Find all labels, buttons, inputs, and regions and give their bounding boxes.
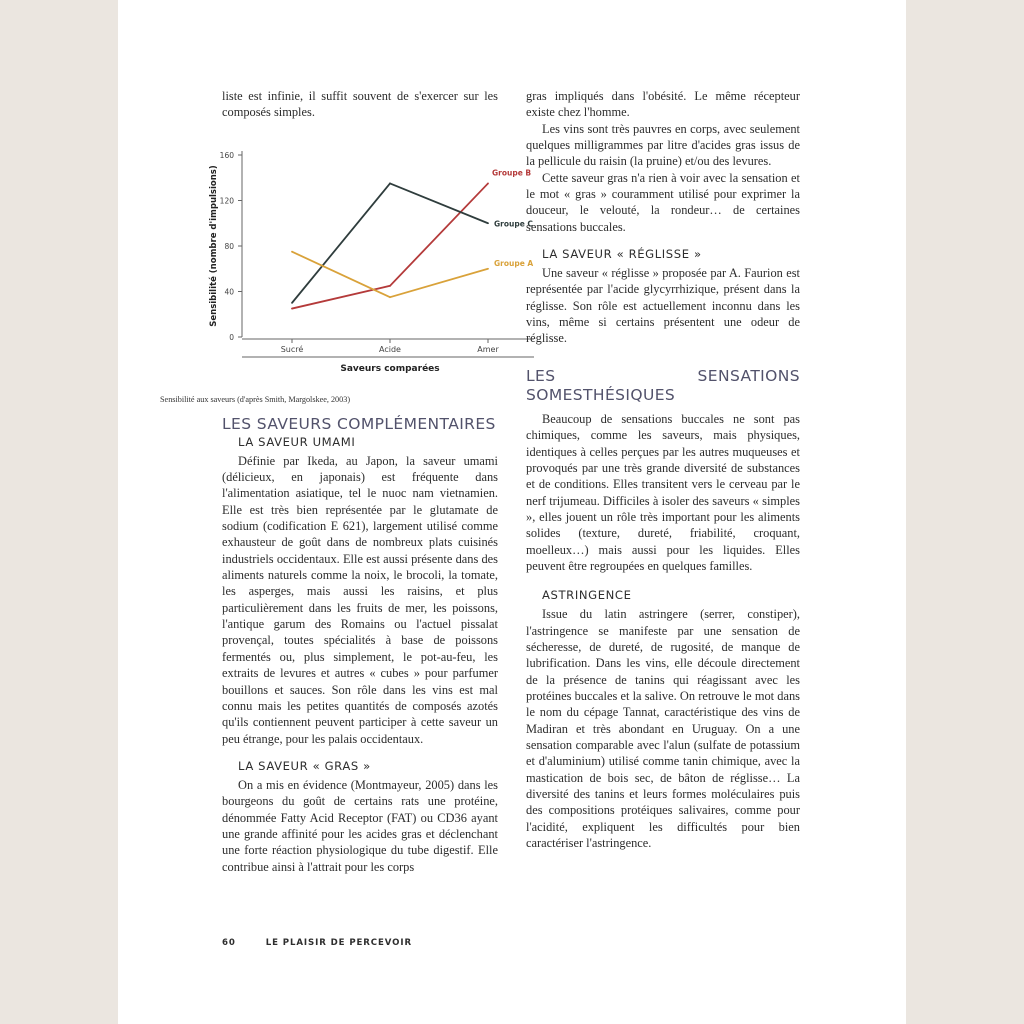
y-tick-label: 40 <box>224 287 234 297</box>
y-tick-label: 0 <box>229 332 234 342</box>
y-axis-label: Sensibilité (nombre d'impulsions) <box>209 164 219 327</box>
vins-paragraph: Les vins sont très pauvres en corps, avec seulement quelques milligrammes par litre d'acides gras issus de la pellicule du raisin (la pruine) et/ou des levures. <box>526 121 800 169</box>
book-page <box>118 0 906 1024</box>
series-line-groupe-a <box>292 251 488 297</box>
gras-continuation: gras impliqués dans l'obésité. Le même récepteur existe chez l'homme. <box>526 89 800 120</box>
data-point-groupe-a <box>487 268 489 270</box>
y-tick-label: 160 <box>219 150 234 160</box>
data-point-groupe-b <box>291 307 293 309</box>
astringence-paragraph: Issue du latin astringere (serrer, constiper), l'astringence se manifeste par une sensation de sécheresse, de dureté, de rugosité, de manque de lubrification. Dans les vins, elle découle directement de la présence de tanins qui réagissant avec les protéines buccales et la salive. On retrouve le mot dans le nom du cépage Tannat, caractéristique des vins de Madiran et très abondant en Uruguay. On a une sensation comparable avec l'alun (sulfate de potassium et d'aluminium) utilisé comme tanin chimique, avec la mastication de bois sec, de bâton de réglisse… La diversité des tanins et leurs formes moléculaires puis des compositions protéiques salivaires, comme pour l'acidité, expliquent les difficultés pour bien caractériser l'astringence. <box>526 607 800 851</box>
x-tick-label: Sucré <box>280 344 304 354</box>
data-point-groupe-a <box>291 250 293 252</box>
page-number: 60 <box>222 938 236 948</box>
data-point-groupe-c <box>487 222 489 224</box>
data-point-groupe-c <box>291 302 293 304</box>
x-axis-label: Saveurs comparées <box>340 363 440 374</box>
subsection-title-astringence: ASTRINGENCE <box>542 588 632 603</box>
series-label-groupe-a: Groupe A <box>494 258 534 268</box>
data-point-groupe-a <box>389 296 391 298</box>
subsection-title-umami: LA SAVEUR UMAMI <box>238 434 356 449</box>
reglisse-paragraph: Une saveur « réglisse » proposée par A. Faurion est représentée par l'acide glycyrrhizique, présent dans la réglisse. Son rôle est actuellement inconnu dans les vins, même si certains présentent une odeur de réglisse. <box>526 266 800 346</box>
somesthesiques-paragraph: Beaucoup de sensations buccales ne sont pas chimiques, comme les saveurs, mais physiques, identiques à celles perçues par les autres muqueuses et provoqués par une très grande diversité de substances et de conditions. Elles transitent vers le cerveau par le nerf trijumeau. Difficiles à isoler des saveurs « simples », elles jouent un rôle très important pour les aliments solides (texture, dureté, friabilité, croquant, moelleux…) mais aussi pour les liquides. Elles peuvent être regroupées en quelques familles. <box>526 411 800 573</box>
gras-sensation-paragraph: Cette saveur gras n'a rien à voir avec la sensation et le mot « gras » couramment utilisé pour exprimer la douceur, le velouté, la rondeur… de certaines sensations buccales. <box>526 170 800 234</box>
data-point-groupe-b <box>389 285 391 287</box>
running-title: LE PLAISIR DE PERCEVOIR <box>265 938 413 948</box>
y-tick-label: 80 <box>224 241 234 251</box>
series-label-groupe-c: Groupe C <box>494 218 533 228</box>
gras-paragraph: On a mis en évidence (Montmayeur, 2005) dans les bourgeons du goût de certains rats une protéine, dénommée Fatty Acid Receptor (FAT) ou CD36 ayant une grande affinité pour les acides gras et déclenchant une forte réaction physiologique du tube digestif. Elle contribue ainsi à l'attrait pour les corps <box>222 777 498 874</box>
data-point-groupe-c <box>389 182 391 184</box>
x-tick-label: Acide <box>379 344 401 354</box>
data-point-groupe-b <box>487 182 489 184</box>
chart-figure <box>160 133 534 415</box>
y-tick-label: 120 <box>219 196 234 206</box>
chart-caption: Sensibilité aux saveurs (d'après Smith, Margolskee, 2003) <box>160 394 351 404</box>
umami-paragraph: Définie par Ikeda, au Japon, la saveur umami (délicieux, en japonais) est fréquente dans l'alimentation asiatique, tel le nuoc nam vietnamien. Elle est très bien représentée par le glutamate de sodium (codification E 621), largement utilisé comme exhausteur de goût dans de nombreux plats cuisinés industriels occidentaux. Elle est aussi présente dans des aliments naturels comme la noix, le brocoli, la tomate, les asperges, mais aussi les raisins, et plus particulièrement dans les fruits de mer, les poissons, l'antique garum des Romains ou l'actuel pissalat provençal, toutes spécialités à base de poissons fermentés ou, plus simplement, le pot-au-feu, les extraits de levures et autres « cubes » pour parfumer bouillons et sauces. Son rôle dans les vins est mal connu mais les petites quantités de composés azotés qu'ils contiennent peuvent participer à cette saveur un peu étrange, pour les palais occidentaux. <box>222 453 498 746</box>
intro-paragraph: liste est infinie, il suffit souvent de s'exercer sur les composés simples. <box>222 89 498 120</box>
series-label-groupe-b: Groupe B <box>492 168 532 178</box>
right-column <box>526 88 800 851</box>
section-title-somesthesiques: LES SENSATIONS SOMESTHÉSIQUES <box>526 366 800 404</box>
sensitivity-line-chart <box>158 133 534 388</box>
page-footer <box>222 938 442 948</box>
subsection-title-reglisse: LA SAVEUR « RÉGLISSE » <box>542 247 702 262</box>
left-column <box>160 88 534 875</box>
subsection-title-gras: LA SAVEUR « GRAS » <box>238 758 371 773</box>
section-title-saveurs: LES SAVEURS COMPLÉMENTAIRES <box>222 414 496 433</box>
x-tick-label: Amer <box>477 344 499 354</box>
series-line-groupe-b <box>292 183 488 308</box>
